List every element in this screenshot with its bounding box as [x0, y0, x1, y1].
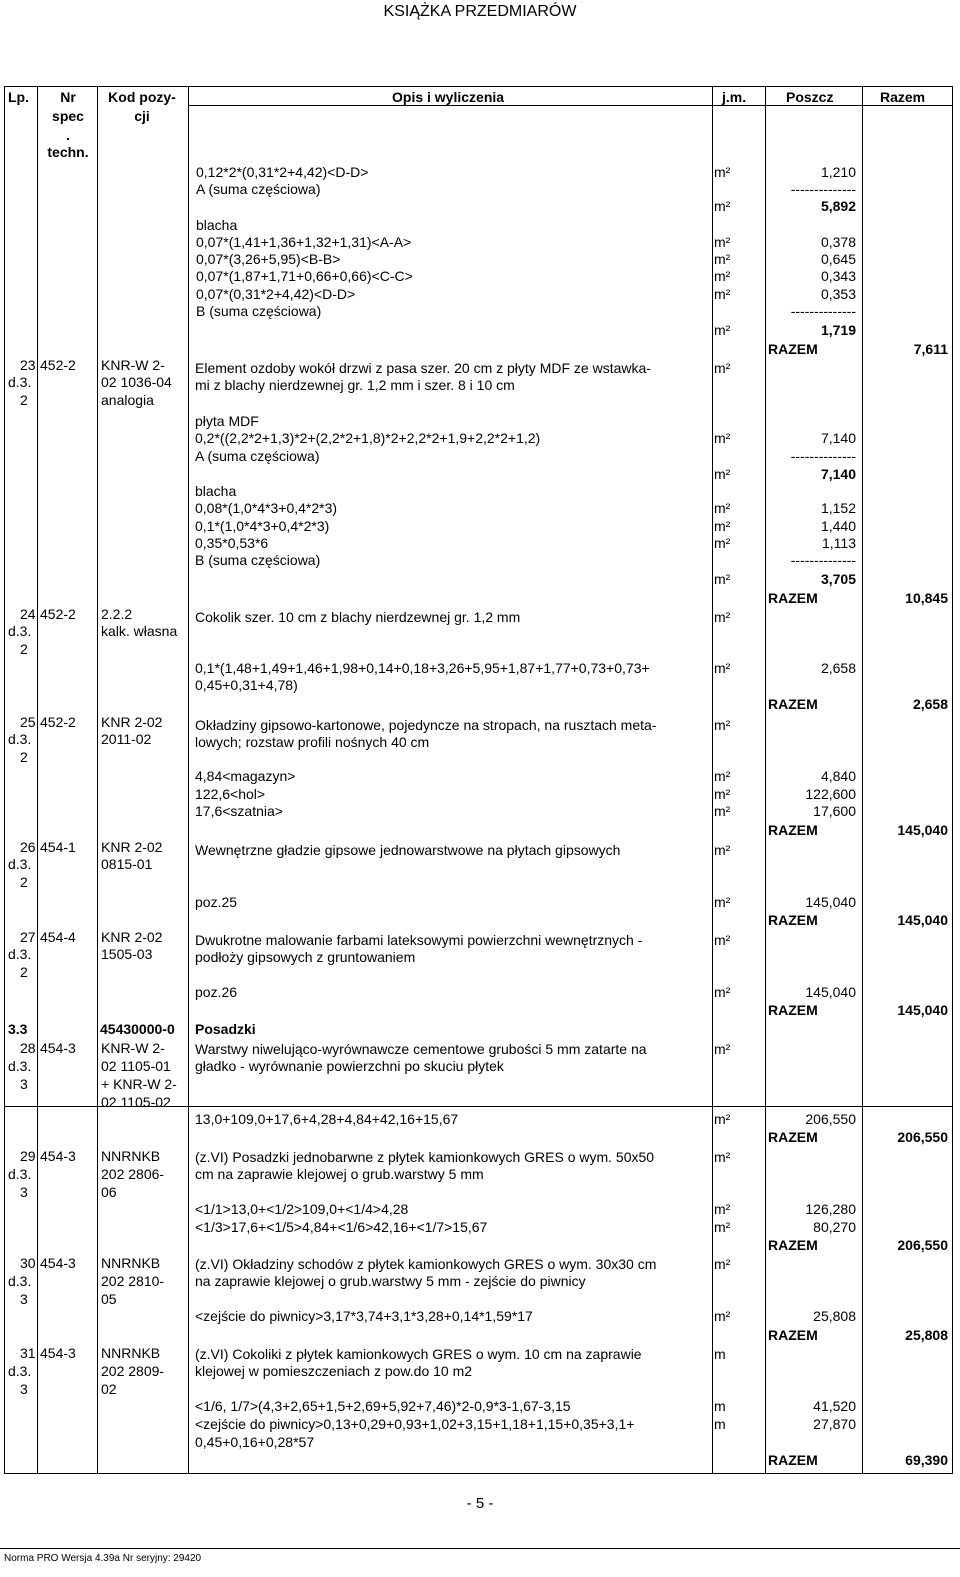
position-code: 202 2810- [101, 1273, 165, 1289]
subtotal-value: 5,892 [820, 198, 856, 214]
item-description: (z.VI) Posadzki jednobarwne z płytek kamionkowych GRES o wym. 50x50 [195, 1149, 655, 1165]
position-code: 1505-03 [101, 946, 153, 962]
razem-label: RAZEM [768, 1327, 818, 1343]
item-number: 26 [20, 839, 36, 855]
item-description: Wewnętrzne gładzie gipsowe jednowarstwowe na płytach gipsowych [195, 842, 621, 858]
document-title: KSIĄŻKA PRZEDMIARÓW [383, 3, 577, 20]
position-code: 05 [101, 1291, 117, 1307]
value: 4,840 [820, 768, 856, 784]
position-code: + KNR-W 2- [101, 1076, 177, 1092]
value: 2,658 [820, 660, 856, 676]
calc-line: <zejście do piwnicy>3,17*3,74+3,1*3,28+0,14*1,59*17 [195, 1308, 533, 1324]
item-number: 2 [20, 964, 28, 980]
item-description: podłoży gipsowych z gruntowaniem [195, 949, 416, 965]
position-code: analogia [101, 392, 154, 408]
unit: m² [714, 430, 731, 446]
item-number: 3 [20, 1184, 28, 1200]
unit: m² [714, 932, 731, 948]
position-code: 202 2809- [101, 1363, 165, 1379]
position-code: 202 2806- [101, 1166, 165, 1182]
item-number: 31 [20, 1345, 36, 1361]
calc-line: 0,2*((2,2*2+1,3)*2+(2,2*2+1,8)*2+2,2*2+1,9+2,2*2+1,2) [195, 430, 541, 446]
unit: m² [714, 717, 731, 733]
item-description: (z.VI) Cokoliki z płytek kamionkowych GRES o wym. 10 cm na zaprawie [195, 1346, 642, 1362]
item-number: d.3. [8, 1273, 32, 1289]
value: 1,152 [820, 500, 856, 516]
spec-number: 454-3 [40, 1148, 76, 1164]
section-number: 3.3 [8, 1021, 28, 1037]
unit: m² [714, 571, 731, 587]
position-code: KNR 2-02 [101, 839, 163, 855]
unit: m² [714, 1308, 731, 1324]
item-description: klejowej w pomieszczeniach z pow.do 10 m2 [195, 1363, 473, 1379]
razem-value: 69,390 [905, 1452, 948, 1468]
position-code: KNR-W 2- [101, 357, 165, 373]
page-number: - 5 - [466, 1495, 494, 1512]
unit: m² [714, 842, 731, 858]
spec-number: 454-4 [40, 929, 76, 945]
section-code: 45430000-0 [100, 1021, 175, 1037]
calc-line: 0,07*(1,41+1,36+1,32+1,31)<A-A> [196, 234, 412, 250]
value: 1,440 [820, 518, 856, 534]
subtotal-value: 3,705 [820, 571, 856, 587]
razem-label: RAZEM [768, 912, 818, 928]
item-number: 3 [20, 1381, 28, 1397]
spec-number: 454-3 [40, 1255, 76, 1271]
value: 0,343 [820, 268, 856, 284]
unit: m² [714, 803, 731, 819]
razem-label: RAZEM [768, 1002, 818, 1018]
header-nr-spec-3: . [66, 127, 70, 143]
item-number: 3 [20, 1291, 28, 1307]
calc-line: A (suma częściowa) [195, 448, 320, 464]
item-number: 2 [20, 749, 28, 765]
unit: m² [714, 1041, 731, 1057]
calc-line: B (suma częściowa) [195, 552, 321, 568]
position-code: NNRNKB [101, 1148, 161, 1164]
position-code: 02 [101, 1381, 117, 1397]
header-rule [188, 105, 952, 106]
unit: m² [714, 500, 731, 516]
razem-label: RAZEM [768, 1237, 818, 1253]
calc-line: 0,45+0,31+4,78) [195, 677, 298, 693]
razem-value: 10,845 [905, 590, 948, 606]
spec-number: 452-2 [40, 606, 76, 622]
razem-label: RAZEM [768, 341, 818, 357]
calc-line: 0,07*(3,26+5,95)<B-B> [196, 251, 341, 267]
razem-value: 206,550 [897, 1129, 948, 1145]
position-code: KNR 2-02 [101, 714, 163, 730]
razem-label: RAZEM [768, 1452, 818, 1468]
calc-line: <1/3>17,6+<1/5>4,84+<1/6>42,16+<1/7>15,67 [195, 1219, 488, 1235]
calc-line: 122,6<hol> [195, 786, 266, 802]
unit: m² [714, 466, 731, 482]
calc-line: 0,1*(1,0*4*3+0,4*2*3) [195, 518, 330, 534]
razem-value: 25,808 [905, 1327, 948, 1343]
calc-line: <1/6, 1/7>(4,3+2,65+1,5+2,69+5,92+7,46)*2-0,9*3-1,67-3,15 [195, 1398, 571, 1414]
calc-line: poz.25 [195, 894, 238, 910]
razem-value: 7,611 [913, 341, 948, 357]
position-code: KNR-W 2- [101, 1040, 165, 1056]
section-name: Posadzki [195, 1021, 256, 1037]
unit: m² [714, 984, 731, 1000]
spec-number: 454-3 [40, 1345, 76, 1361]
unit: m² [714, 286, 731, 302]
item-number: 27 [20, 929, 36, 945]
header-kod-2: cji [134, 108, 150, 124]
header-kod-1: Kod pozy- [108, 89, 176, 105]
calc-line: blacha [196, 217, 238, 233]
value: 1,210 [820, 164, 856, 180]
razem-value: 145,040 [897, 1002, 948, 1018]
position-code: 0815-01 [101, 856, 153, 872]
calc-line: płyta MDF [195, 413, 259, 429]
position-code: KNR 2-02 [101, 929, 163, 945]
unit: m² [714, 1219, 731, 1235]
spec-number: 452-2 [40, 714, 76, 730]
value: 7,140 [820, 430, 856, 446]
razem-label: RAZEM [768, 696, 818, 712]
calc-line: <1/1>13,0+<1/2>109,0+<1/4>4,28 [195, 1201, 409, 1217]
calc-line: <zejście do piwnicy>0,13+0,29+0,93+1,02+3,15+1,18+1,15+0,35+3,1+ [195, 1416, 635, 1432]
unit: m² [714, 1256, 731, 1272]
item-number: d.3. [8, 1363, 32, 1379]
calc-line: 13,0+109,0+17,6+4,28+4,84+42,16+15,67 [195, 1111, 459, 1127]
value: 41,520 [813, 1398, 856, 1414]
unit: m [714, 1346, 726, 1362]
col-divider [188, 87, 189, 1473]
unit: m² [714, 1201, 731, 1217]
position-code: kalk. własna [101, 623, 178, 639]
item-description: Cokolik szer. 10 cm z blachy nierdzewnej gr. 1,2 mm [195, 609, 521, 625]
subtotal-rule: -------------- [790, 448, 856, 464]
header-nr-spec-1: Nr [60, 89, 76, 105]
calc-line: 0,07*(0,31*2+4,42)<D-D> [196, 286, 356, 302]
position-code: 02 1036-04 [101, 374, 172, 390]
header-nr-spec-2: spec [52, 108, 84, 124]
item-number: 23 [20, 357, 36, 373]
software-version: Norma PRO Wersja 4.39a Nr seryjny: 29420 [4, 1553, 202, 1564]
calc-line: 0,08*(1,0*4*3+0,4*2*3) [195, 500, 338, 516]
calc-line: 0,1*(1,48+1,49+1,46+1,98+0,14+0,18+3,26+5,95+1,87+1,77+0,73+0,73+ [195, 660, 650, 676]
item-number: 29 [20, 1148, 36, 1164]
item-number: 2 [20, 641, 28, 657]
item-description: (z.VI) Okładziny schodów z płytek kamionkowych GRES o wym. 30x30 cm [195, 1256, 657, 1272]
unit: m² [714, 660, 731, 676]
calc-line: 17,6<szatnia> [195, 803, 283, 819]
position-code: 2011-02 [101, 731, 152, 747]
unit: m² [714, 786, 731, 802]
item-number: 3 [20, 1076, 28, 1092]
value: 1,113 [822, 535, 856, 551]
value: 27,870 [813, 1416, 856, 1432]
value: 122,600 [805, 786, 856, 802]
unit: m [714, 1416, 726, 1432]
unit: m [714, 1398, 726, 1414]
calc-line: 0,07*(1,87+1,71+0,66+0,66)<C-C> [196, 268, 413, 284]
calc-line: 0,35*0,53*6 [195, 535, 269, 551]
item-description: Dwukrotne malowanie farbami lateksowymi powierzchni wewnętrznych - [195, 932, 643, 948]
value: 0,353 [820, 286, 856, 302]
value: 126,280 [805, 1201, 856, 1217]
header-nr-spec-4: techn. [47, 144, 89, 160]
razem-label: RAZEM [768, 822, 818, 838]
unit: m² [714, 1149, 731, 1165]
header-razem: Razem [880, 89, 926, 105]
subtotal-value: 1,719 [820, 322, 856, 338]
value: 25,808 [813, 1308, 856, 1324]
unit: m² [714, 198, 731, 214]
item-description: cm na zaprawie klejowej o grub.warstwy 5 mm [195, 1166, 484, 1182]
unit: m² [714, 234, 731, 250]
col-divider [97, 87, 98, 1473]
item-number: 2 [20, 392, 28, 408]
position-code: 06 [101, 1184, 117, 1200]
value: 0,378 [820, 234, 856, 250]
calc-line: poz.26 [195, 984, 238, 1000]
unit: m² [714, 609, 731, 625]
calc-line: A (suma częściowa) [196, 181, 321, 197]
unit: m² [714, 535, 731, 551]
unit: m² [714, 518, 731, 534]
item-number: 30 [20, 1255, 36, 1271]
spec-number: 454-1 [40, 839, 76, 855]
item-description: Warstwy niwelująco-wyrównawcze cementowe grubości 5 mm zatarte na [195, 1041, 647, 1057]
header-jm: j.m. [722, 89, 747, 105]
value: 145,040 [805, 894, 856, 910]
subtotal-rule: -------------- [790, 181, 856, 197]
item-number: 24 [20, 606, 36, 622]
spec-number: 454-3 [40, 1040, 76, 1056]
item-description: lowych; rozstaw profili nośnych 40 cm [195, 734, 430, 750]
razem-value: 145,040 [897, 912, 948, 928]
item-description: na zaprawie klejowej o grub.warstwy 5 mm - zejście do piwnicy [195, 1273, 586, 1289]
position-code: NNRNKB [101, 1255, 161, 1271]
razem-label: RAZEM [768, 590, 818, 606]
spec-number: 452-2 [40, 357, 76, 373]
unit: m² [714, 360, 731, 376]
header-opis: Opis i wyliczenia [392, 89, 505, 105]
calc-line: B (suma częściowa) [196, 303, 322, 319]
calc-line: 4,84<magazyn> [195, 768, 296, 784]
item-number: d.3. [8, 374, 32, 390]
col-divider [712, 87, 713, 1473]
item-number: d.3. [8, 623, 32, 639]
footer-rule [0, 1548, 960, 1549]
item-number: 28 [20, 1040, 36, 1056]
unit: m² [714, 268, 731, 284]
item-description: Okładziny gipsowo-kartonowe, pojedyncze na stropach, na rusztach meta- [195, 717, 657, 733]
calc-line: blacha [195, 483, 237, 499]
item-description: gładko - wyrównanie powierzchni po skuciu płytek [195, 1058, 504, 1074]
item-number: 25 [20, 714, 36, 730]
value: 206,550 [805, 1111, 856, 1127]
razem-value: 145,040 [897, 822, 948, 838]
value: 145,040 [805, 984, 856, 1000]
calc-line: 0,45+0,16+0,28*57 [195, 1434, 315, 1450]
col-divider [37, 87, 38, 1473]
item-number: d.3. [8, 946, 32, 962]
unit: m² [714, 164, 731, 180]
subtotal-rule: -------------- [790, 552, 856, 568]
unit: m² [714, 768, 731, 784]
item-number: d.3. [8, 1058, 32, 1074]
position-code: 02 1105-02 [101, 1094, 171, 1110]
subtotal-rule: -------------- [790, 303, 856, 319]
position-code: NNRNKB [101, 1345, 161, 1361]
position-code: 02 1105-01 [101, 1058, 171, 1074]
value: 17,600 [813, 803, 856, 819]
subtotal-value: 7,140 [820, 466, 856, 482]
item-number: d.3. [8, 1166, 32, 1182]
position-code: 2.2.2 [101, 606, 133, 622]
col-divider [862, 87, 863, 1473]
calc-line: 0,12*2*(0,31*2+4,42)<D-D> [196, 164, 369, 180]
unit: m² [714, 1111, 731, 1127]
item-number: d.3. [8, 731, 32, 747]
header-lp: Lp. [8, 89, 29, 105]
item-description: Element ozdoby wokół drzwi z pasa szer. 20 cm z płyty MDF ze wstawka- [195, 360, 651, 376]
unit: m² [714, 322, 731, 338]
unit: m² [714, 894, 731, 910]
item-number: 2 [20, 874, 28, 890]
razem-value: 206,550 [897, 1237, 948, 1253]
item-number: d.3. [8, 856, 32, 872]
header-poszcz: Poszcz [786, 89, 834, 105]
unit: m² [714, 251, 731, 267]
value: 80,270 [813, 1219, 856, 1235]
razem-label: RAZEM [768, 1129, 818, 1145]
value: 0,645 [820, 251, 856, 267]
item-description: mi z blachy nierdzewnej gr. 1,2 mm i szer. 8 i 10 cm [195, 377, 515, 393]
razem-value: 2,658 [912, 696, 948, 712]
